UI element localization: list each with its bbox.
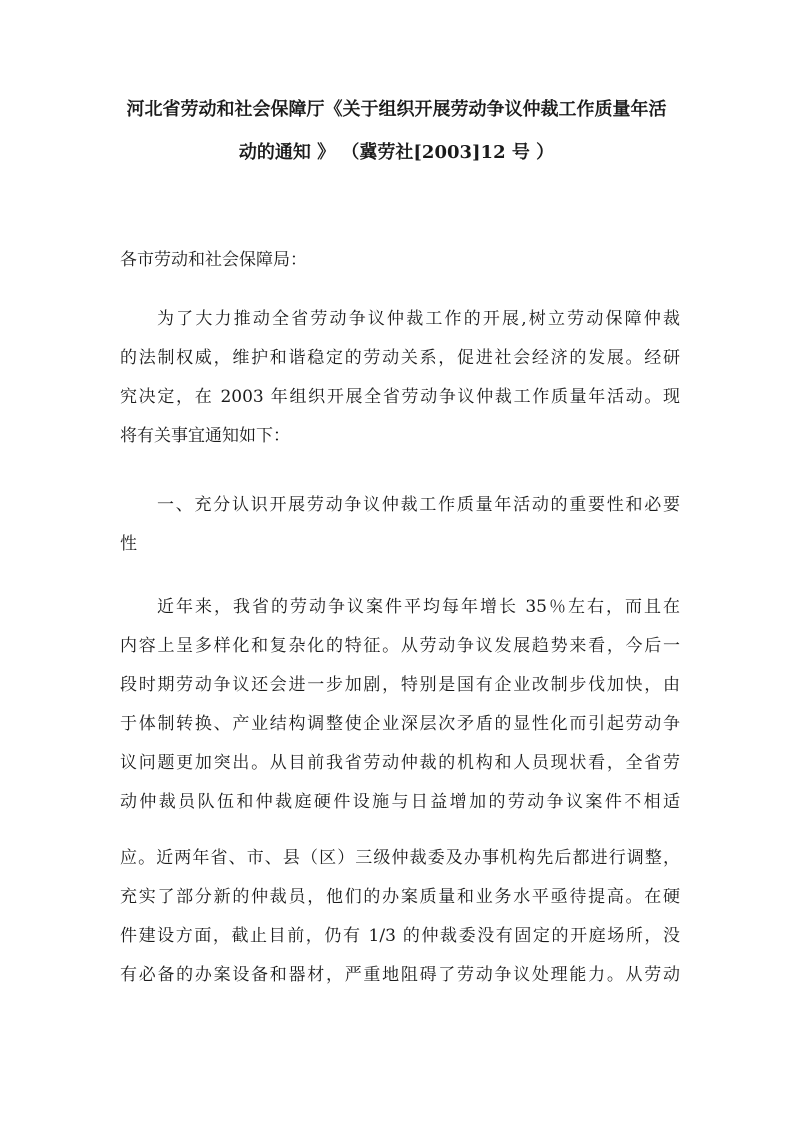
salutation: 各市劳动和社会保障局：	[120, 250, 307, 270]
section-1-heading-line: 性	[120, 534, 137, 554]
paragraph-2-line: 有必备的办案设备和器材，严重地阻碍了劳动争议处理能力。从劳动	[120, 965, 680, 985]
paragraph-2-line: 议问题更加突出。从目前我省劳动仲裁的机构和人员现状看，全省劳	[120, 753, 680, 773]
paragraph-1-line: 将有关事宜通知如下：	[120, 426, 290, 446]
paragraph-2-line: 近年来，我省的劳动争议案件平均每年增长 35％左右，而且在	[157, 597, 680, 617]
section-1-heading-line: 一、充分认识开展劳动争议仲裁工作质量年活动的重要性和必要	[157, 495, 680, 515]
paragraph-2-line: 充实了部分新的仲裁员，他们的办案质量和业务水平亟待提高。在硬	[120, 887, 680, 907]
paragraph-1-line: 的法制权威，维护和谐稳定的劳动关系，促进社会经济的发展。经研	[120, 348, 680, 368]
paragraph-2-line: 应。近两年省、市、县（区）三级仲裁委及办事机构先后都进行调整，	[120, 848, 680, 868]
paragraph-1-line: 为了大力推动全省劳动争议仲裁工作的开展,树立劳动保障仲裁	[157, 309, 680, 329]
paragraph-2-line: 内容上呈多样化和复杂化的特征。从劳动争议发展趋势来看，今后一	[120, 636, 680, 656]
paragraph-2-line: 段时期劳动争议还会进一步加剧，特别是国有企业改制步伐加快，由	[120, 675, 680, 695]
paragraph-2-line: 动仲裁员队伍和仲裁庭硬件设施与日益增加的劳动争议案件不相适	[120, 792, 680, 812]
document-title-line-2: 动的通知 》 （冀劳社[2003]12 号 ）	[238, 142, 555, 163]
paragraph-2-line: 于体制转换、产业结构调整使企业深层次矛盾的显性化而引起劳动争	[120, 714, 680, 734]
document-title-line-1: 河北省劳动和社会保障厅《关于组织开展劳动争议仲裁工作质量年活	[126, 99, 667, 120]
paragraph-1-line: 究决定，在 2003 年组织开展全省劳动争议仲裁工作质量年活动。现	[120, 387, 680, 407]
paragraph-2-line: 件建设方面，截止目前，仍有 1/3 的仲裁委没有固定的开庭场所，没	[120, 926, 680, 946]
